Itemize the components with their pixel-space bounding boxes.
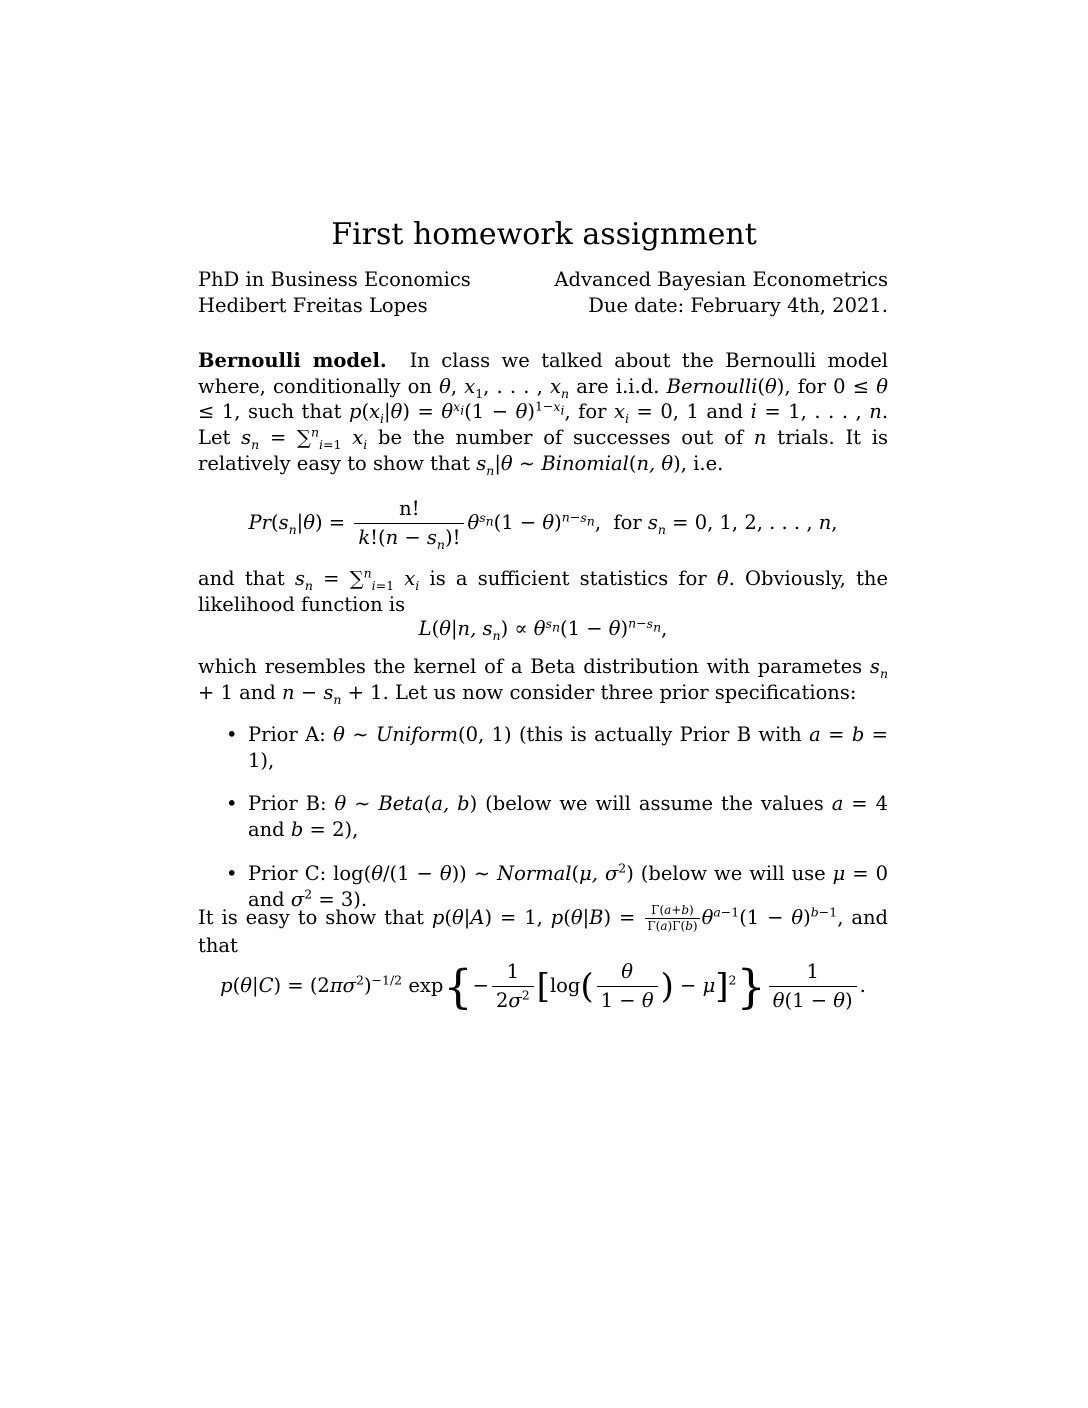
bullet-icon: •: [226, 861, 238, 885]
densities-paragraph: It is easy to show that p(θ|A) = 1, p(θ|B) = $\frac{\Gamma(a+b)}{\Gamma(a)\Gamma(b)}$ $\theta^{a-1}(1 - \theta)^{b-1}$, and that: [198, 903, 889, 957]
prior-b-and: and: [248, 818, 285, 842]
list-item: • Prior B: θ ∼ Beta(a, b) (below we will assume the values a = 4 and b = 2),: [226, 792, 888, 842]
body-text: . Let us now consider three prior specifications:: [382, 680, 857, 704]
program-name: PhD in Business Economics: [198, 268, 471, 291]
intro-text: In class we talked about the Bernoulli model where, conditionally on: [198, 349, 888, 398]
prior-b-note: (below we will assume the values: [485, 792, 824, 816]
intro-text: be the number of successes out of: [378, 426, 744, 450]
body-text: which resembles the kernel of a Beta distribution with parametes: [198, 655, 863, 678]
intro-text: and: [706, 400, 744, 424]
body-text: and that: [198, 567, 285, 590]
prior-c-label: Prior C:: [248, 861, 327, 885]
likelihood-equation: L(θ|n, $s_n) \propto \theta^{s_n}(1 - \theta)^{n-s_n}$,: [418, 615, 668, 643]
author-name: Hedibert Freitas Lopes: [198, 294, 428, 317]
sufficiency-paragraph: and that $s_n = \sum^n_{i=1}$ $x_i$ is a sufficient statistics for θ. Obviously, the likelihood function is: [198, 565, 888, 616]
header-row-2: [198, 293, 888, 319]
body-text: and: [239, 680, 276, 704]
body-text: It is easy to show that: [198, 906, 424, 929]
page-title: First homework assignment: [331, 217, 757, 252]
body-text: , and that: [198, 906, 889, 957]
bullet-icon: •: [226, 723, 238, 746]
bullet-icon: •: [226, 792, 238, 816]
course-name: Advanced Bayesian Econometrics: [554, 268, 888, 291]
prior-c-and: and: [248, 887, 285, 911]
intro-text: , such that: [234, 400, 342, 424]
prior-a-label: Prior A:: [248, 723, 326, 746]
binomial-equation: $Pr(s_n|\theta)$ = $\frac{n!}{k!(n - s_n)!}$ $\theta^{s_n}(1 - \theta)^{n-s_n}$, for $s_n = 0$, 1, 2, . . . , n,: [248, 497, 838, 552]
intro-text: , i.e.: [680, 451, 724, 475]
prior-b-label: Prior B:: [248, 792, 327, 816]
prior-c-note: (below we will use: [640, 861, 826, 885]
beta-kernel-paragraph: which resembles the kernel of a Beta distribution with parametes $s_n + 1$ and $n - s_n + 1$. Let us now consider three prior specifications:: [198, 655, 888, 707]
prior-a-note: (this is actually Prior B with: [518, 723, 802, 746]
list-item: • Prior C: log(θ/(1 − θ)) ∼ Normal(μ, $\sigma^2$) (below we will use μ = 0 and $\sigma^2 = 3$).: [226, 860, 888, 911]
prior-list: [198, 722, 888, 912]
equation-text: for: [613, 511, 642, 534]
due-date: Due date: February 4th, 2021.: [588, 294, 888, 317]
intro-text: are i.i.d.: [576, 374, 660, 398]
intro-text: , for: [784, 374, 826, 398]
intro-text: . Let: [198, 400, 889, 450]
body-text: is a sufficient statistics for: [429, 567, 707, 590]
list-item: • Prior A: θ ∼ Uniform(0, 1) (this is actually Prior B with a = b = 1),: [226, 723, 889, 772]
intro-paragraph: Bernoulli model. In class we talked about the Bernoulli model where, conditionally on θ, $x_1$, . . . , $x_n$ are i.i.d. Bernoulli(θ), for 0 ≤ θ ≤ 1, such that $p(x_i|\theta) = \theta^{x_i}(1 - \theta)^{1-x_i}$, for $x_i = 0$, 1 and i = 1, . . . , n. Let $s_n = \sum^n_{i=1}$ $x_i$ be the number of successes out of n trials. It is relatively easy to show that $s_n|\theta$ ∼ Binomial(n, θ), i.e.: [198, 349, 889, 478]
intro-text: , for: [564, 400, 607, 424]
intro-text: trials. It is relatively easy to show that: [198, 426, 889, 475]
prior-c-density-equation: $p(\theta|C) = (2\pi\sigma^2)^{-1/2}$ exp{− $\frac{1}{2\sigma^2}$ [log( $\frac{\theta}{1 - \theta}$ ) − μ]$^2$} $\frac{1}{\theta(1 - \theta)}$ .: [220, 959, 866, 1014]
section-heading: Bernoulli model.: [198, 349, 387, 372]
body-text: . Obviously, the likelihood function is: [198, 567, 888, 616]
header-row-1: [198, 267, 888, 293]
